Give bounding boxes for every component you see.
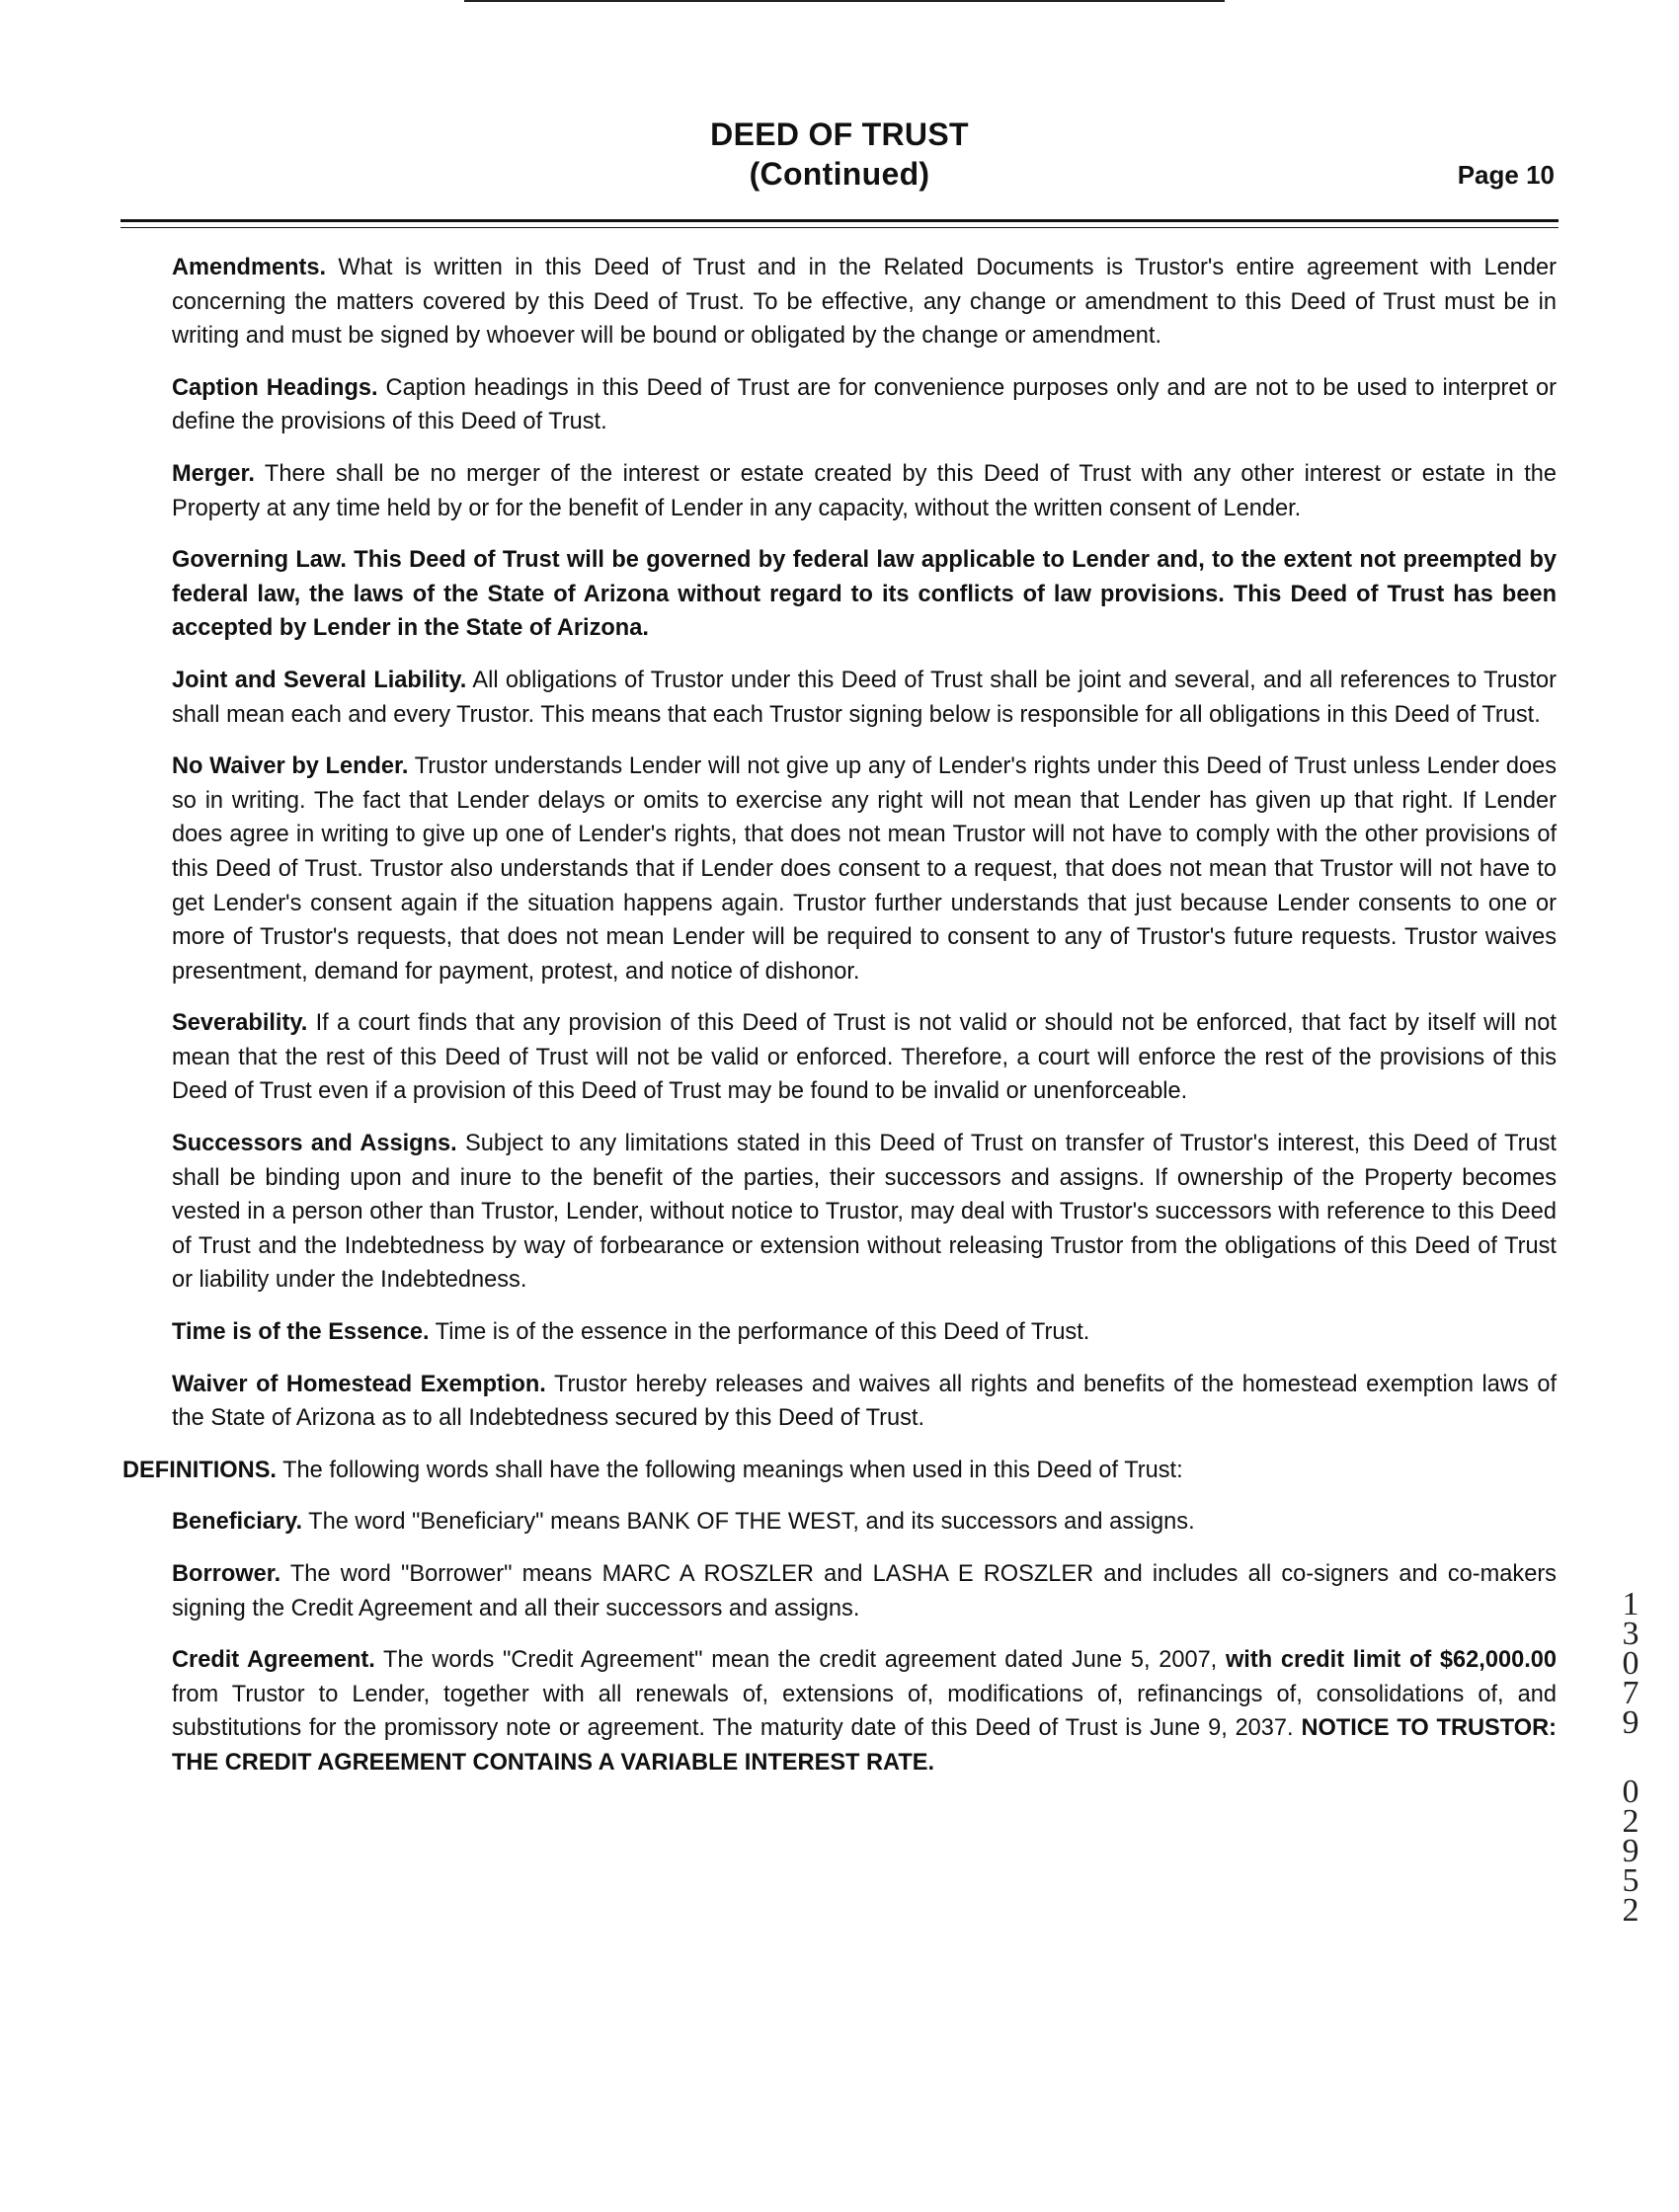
stamp-digit: 3 <box>1622 1616 1639 1652</box>
section-joint-several-liability <box>172 664 1557 732</box>
definition-text: The word "Beneficiary" means BANK OF THE WEST, and its successors and assigns. <box>308 1509 1195 1536</box>
section-heading: Severability. <box>172 1010 308 1037</box>
stamp-gap <box>1616 1738 1645 1778</box>
stamp-digit: 0 <box>1622 1645 1639 1682</box>
document-title: DEED OF TRUST <box>710 117 969 152</box>
definition-text-continued: from Trustor to Lender, together with all renewals of, extensions of, modifications of, refinancings of, consolidations of, and substitutions for the promissory note or agreement. The maturity date of this Deed of Trust is June 9, 2037. <box>172 1681 1557 1742</box>
definition-term: Borrower. <box>172 1561 281 1587</box>
section-heading: Joint and Several Liability. <box>172 667 467 693</box>
stamp-digit: 1 <box>1622 1586 1639 1622</box>
definition-text: The word "Borrower" means MARC A ROSZLER and LASHA E ROSZLER and includes all co-signers and co-makers signing the Credit Agreement and all their successors and assigns. <box>172 1561 1557 1621</box>
stamp-digit: 0 <box>1622 1774 1639 1810</box>
definition-term: Beneficiary. <box>172 1509 303 1536</box>
section-text: Time is of the essence in the performance of this Deed of Trust. <box>435 1319 1090 1346</box>
section-merger <box>172 457 1557 525</box>
section-heading: Merger. <box>172 460 255 487</box>
section-heading: Governing Law. <box>172 547 347 574</box>
definitions-title: DEFINITIONS. <box>122 1457 277 1483</box>
section-homestead-waiver <box>172 1368 1557 1436</box>
definition-credit-agreement <box>172 1643 1557 1779</box>
document-body <box>122 251 1557 1798</box>
section-text: Caption headings in this Deed of Trust are for convenience purposes only and are not to be used to interpret or define the provisions of this Deed of Trust. <box>172 374 1557 435</box>
stamp-digit: 5 <box>1622 1862 1639 1899</box>
definitions-intro: The following words shall have the following meanings when used in this Deed of Trust: <box>282 1457 1183 1483</box>
section-caption-headings <box>172 371 1557 439</box>
section-text: If a court finds that any provision of this Deed of Trust is not valid or should not be enforced, that fact by itself will not mean that the rest of this Deed of Trust will not be valid or enforced. Therefore, a court will enforce the rest of the provisions of this Deed of Trust even if a provision of this Deed of Trust may be found to be invalid or unenforceable. <box>172 1010 1557 1105</box>
header-rule-thin <box>120 227 1559 228</box>
section-text: Trustor hereby releases and waives all rights and benefits of the homestead exemption laws of the State of Arizona as to all Indebtedness secured by this Deed of Trust. <box>172 1371 1557 1432</box>
section-successors-assigns <box>172 1127 1557 1298</box>
page-number: Page 10 <box>1457 160 1555 190</box>
definition-borrower <box>172 1557 1557 1625</box>
section-text: All obligations of Trustor under this Deed of Trust shall be joint and several, and all references to Trustor shall mean each and every Trustor. This means that each Trustor signing below is responsible for all obligations in this Deed of Trust. <box>172 667 1557 728</box>
section-text: What is written in this Deed of Trust and in the Related Documents is Trustor's entire agreement with Lender concerning the matters covered by this Deed of Trust. To be effective, any change or amendment to this Deed of Trust must be in writing and must be signed by whoever will be bound or obligated by the change or amendment. <box>172 255 1557 350</box>
section-text: This Deed of Trust will be governed by federal law applicable to Lender and, to the extent not preempted by federal law, the laws of the State of Arizona without regard to its conflicts of law provisions. This Deed of Trust has been accepted by Lender in the State of Arizona. <box>172 547 1557 642</box>
section-governing-law <box>172 543 1557 646</box>
section-amendments <box>172 251 1557 354</box>
section-heading: Time is of the Essence. <box>172 1319 430 1346</box>
stamp-digit: 2 <box>1622 1803 1639 1840</box>
definition-text: The words "Credit Agreement" mean the credit agreement dated June 5, 2007, <box>383 1647 1218 1674</box>
document-header <box>0 117 1679 196</box>
section-time-essence <box>172 1315 1557 1350</box>
header-rule-thick <box>120 219 1559 222</box>
document-subtitle: (Continued) <box>749 156 930 192</box>
definition-term: Credit Agreement. <box>172 1647 375 1674</box>
section-no-waiver <box>172 750 1557 988</box>
variable-rate-notice: NOTICE TO TRUSTOR: THE CREDIT AGREEMENT CONTAINS A VARIABLE INTEREST RATE. <box>172 1715 1557 1776</box>
credit-limit: with credit limit of $62,000.00 <box>1225 1647 1557 1674</box>
section-heading: Caption Headings. <box>172 374 378 401</box>
section-heading: Waiver of Homestead Exemption. <box>172 1371 546 1397</box>
stamp-digit: 7 <box>1622 1675 1639 1711</box>
definition-beneficiary <box>172 1505 1557 1540</box>
top-scan-edge <box>464 0 1225 2</box>
section-text: There shall be no merger of the interest or estate created by this Deed of Trust with any other interest or estate in the Property at any time held by or for the benefit of Lender in any capacity, without the written consent of Lender. <box>172 460 1557 521</box>
section-heading: Successors and Assigns. <box>172 1131 457 1157</box>
section-heading: Amendments. <box>172 255 327 280</box>
stamp-digit: 9 <box>1622 1833 1639 1869</box>
section-text: Subject to any limitations stated in this Deed of Trust on transfer of Trustor's interest, this Deed of Trust shall be binding upon and inure to the benefit of the parties, their successors and assigns. If ownership of the Property becomes vested in a person other than Trustor, Lender, without notice to Trustor, may deal with Trustor's successors with reference to this Deed of Trust and the Indebtedness by way of forbearance or extension without releasing Trustor from the obligations of this Deed of Trust or liability under the Indebtedness. <box>172 1131 1557 1294</box>
section-severability <box>172 1006 1557 1109</box>
stamp-digit: 9 <box>1622 1704 1639 1741</box>
definitions-heading <box>122 1454 1557 1488</box>
section-text: Trustor understands Lender will not give up any of Lender's rights under this Deed of Trust unless Lender does so in writing. The fact that Lender delays or omits to exercise any right will not mean that Lender has given up that right. If Lender does agree in writing to give up one of Lender's rights, that does not mean Trustor will not have to comply with the other provisions of this Deed of Trust. Trustor also understands that if Lender does consent to a request, that does not mean that Trustor will not have to get Lender's consent again if the situation happens again. Trustor further understands that just because Lender consents to one or more of Trustor's requests, that does not mean Lender will be required to consent to any of Trustor's future requests. Trustor waives presentment, demand for payment, protest, and notice of dishonor. <box>172 753 1557 985</box>
recording-number-stamp <box>1616 1586 1645 1929</box>
section-heading: No Waiver by Lender. <box>172 753 409 780</box>
stamp-digit: 2 <box>1622 1892 1639 1929</box>
